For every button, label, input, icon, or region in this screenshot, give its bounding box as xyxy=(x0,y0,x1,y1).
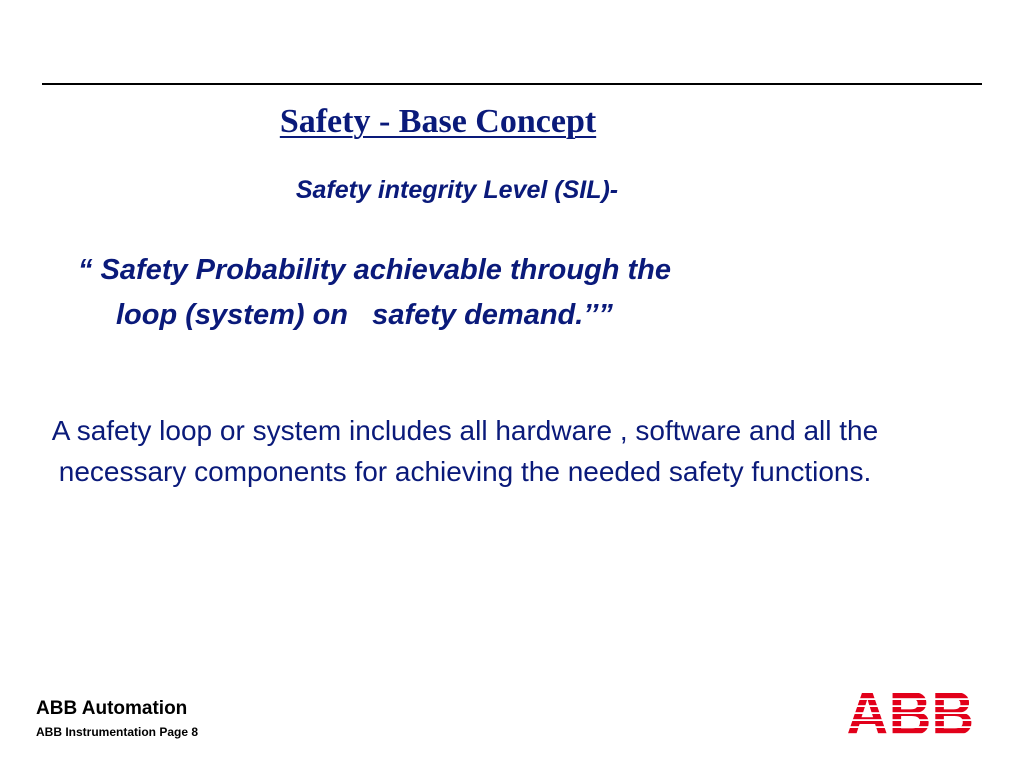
footer-page-label: ABB Instrumentation Page 8 xyxy=(36,725,199,739)
quote-line-2: loop (system) on safety demand.’’” xyxy=(116,299,613,331)
slide-title: Safety - Base Concept xyxy=(279,103,597,140)
slide-subtitle: Safety integrity Level (SIL)- xyxy=(295,176,619,204)
footer-company: ABB Automation xyxy=(36,698,188,719)
abb-logo xyxy=(845,686,975,736)
body-paragraph: A safety loop or system includes all hardware , software and all the necessary components for achieving the needed safety functions. xyxy=(51,415,879,487)
definition-quote xyxy=(60,248,880,338)
top-divider-line xyxy=(42,83,982,85)
quote-line-1: “ Safety Probability achievable through the xyxy=(78,254,672,286)
